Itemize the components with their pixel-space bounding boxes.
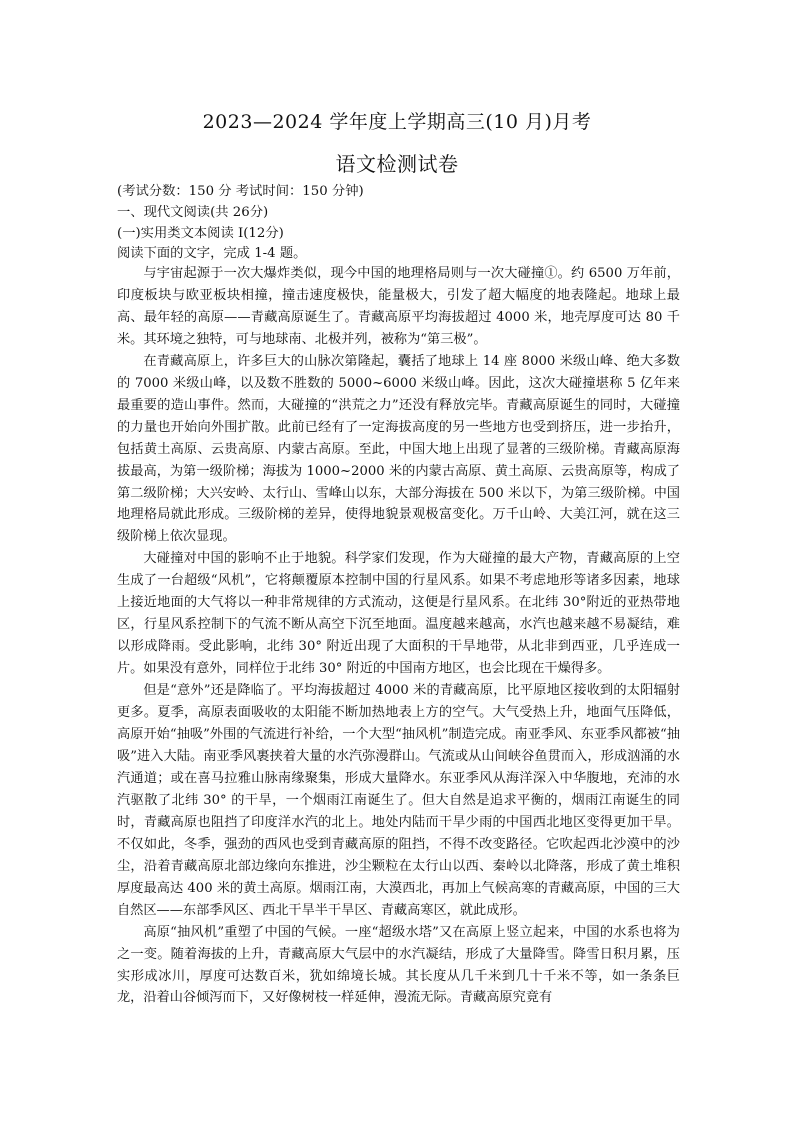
passage-paragraph-3: 大碰撞对中国的影响不止于地貌。科学家们发现，作为大碰撞的最大产物，青藏高原的上空生成了一台超级“风机”，它将颠覆原本控制中国的行星风系。如果不考虑地形等诸多因素，地球上接近地面的大气将以一种非常规律的方式流动，这便是行星风系。在北纬 30°附近的亚热带地区，行星风系控制下的气流不断从高空下沉至地面。温度越来越高，水汽也越来越不易凝结，难以形成降雨。受此影响，北纬 30° 附近出现了大面积的干旱地带，从北非到西亚，几乎连成一片。如果没有意外，同样位于北纬 30° 附近的中国南方地区，也会比现在干燥得多。 <box>117 551 680 677</box>
reading-passage <box>117 263 680 1009</box>
exam-subtitle: 语文检测试卷 <box>335 152 459 176</box>
exam-title: 2023—2024 学年度上学期高三(10 月)月考 <box>202 111 592 133</box>
section-subheading: (一)实用类文本阅读 I(12分) <box>117 226 284 241</box>
passage-paragraph-1: 与宇宙起源于一次大爆炸类似，现今中国的地理格局则与一次大碰撞①。约 6500 万年前，印度板块与欧亚板块相撞，撞击速度极快，能量极大，引发了超大幅度的地表隆起。地球上最高、最年轻的高原——青藏高原诞生了。青藏高原平均海拔超过 4000 米，地壳厚度可达 80 千米。其环境之独特，可与地球南、北极并列，被称为“第三极”。 <box>117 266 680 347</box>
exam-info: (考试分数：150 分 考试时间：150 分钟) <box>117 184 364 199</box>
passage-paragraph-4: 但是“意外”还是降临了。平均海拔超过 4000 米的青藏高原，比平原地区接收到的太阳辐射更多。夏季，高原表面吸收的太阳能不断加热地表上方的空气。大气受热上升，地面气压降低，高原开始“抽吸”外围的气流进行补给，一个大型“抽风机”制造完成。南亚季风、东亚季风都被“抽吸”进入大陆。南亚季风裹挟着大量的水汽弥漫群山。气流或从山间峡谷鱼贯而入，形成汹涌的水汽通道；或在喜马拉雅山脉南缘聚集，形成大量降水。东亚季风从海洋深入中华腹地，充沛的水汽驱散了北纬 30° 的干旱，一个烟雨江南诞生了。但大自然是追求平衡的，烟雨江南诞生的同时，青藏高原也阻挡了印度洋水汽的北上。地处内陆而干旱少雨的中国西北地区变得更加干旱。不仅如此，冬季，强劲的西风也受到青藏高原的阻挡，不得不改变路径。它吹起西北沙漠中的沙尘，沿着青藏高原北部边缘向东推进，沙尘颗粒在太行山以西、秦岭以北降落，形成了黄土堆积厚度最高达 400 米的黄土高原。烟雨江南，大漠西北，再加上气候高寒的青藏高原，中国的三大自然区——东部季风区、西北干旱半干旱区、青藏高寒区，就此成形。 <box>117 683 680 918</box>
passage-paragraph-5: 高原“抽风机”重塑了中国的气候。一座“超级水塔”又在高原上竖立起来，中国的水系也将为之一变。随着海拔的上升，青藏高原大气层中的水汽凝结，形成了大量降雪。降雪日积月累，压实形成冰川，厚度可达数百米，犹如绵境长城。其长度从几千米到几十千米不等，如一条条巨龙，沿着山谷倾泻而下，又好像树枝一样延伸，漫流无际。青藏高原究竟有 <box>117 924 680 1006</box>
reading-instruction: 阅读下面的文字，完成 1-4 题。 <box>117 246 307 261</box>
passage-paragraph-2: 在青藏高原上，许多巨大的山脉次第隆起，囊括了地球上 14 座 8000 米级山峰、绝大多数的 7000 米级山峰，以及数不胜数的 5000~6000 米级山峰。因此，这次大碰撞堪称 5 亿年来最重要的造山事件。然而，大碰撞的“洪荒之力”还没有释放完毕。青藏高原诞生的同时，大碰撞的力量也开始向外围扩散。此前已经有了一定海拔高度的另一些地方也受到挤压，进一步抬升，包括黄土高原、云贵高原、内蒙古高原。至此，中国大地上出现了显著的三级阶梯。青藏高原海拔最高，为第一级阶梯；海拔为 1000~2000 米的内蒙古高原、黄土高原、云贵高原等，构成了第二级阶梯；大兴安岭、太行山、雪峰山以东，大部分海拔在 500 米以下，为第三级阶梯。中国地理格局就此形成。三级阶梯的差异，使得地貌景观极富变化。万千山岭、大美江河，就在这三级阶梯上依次显现。 <box>117 353 680 545</box>
section-heading: 一、现代文阅读(共 26分) <box>117 205 269 220</box>
